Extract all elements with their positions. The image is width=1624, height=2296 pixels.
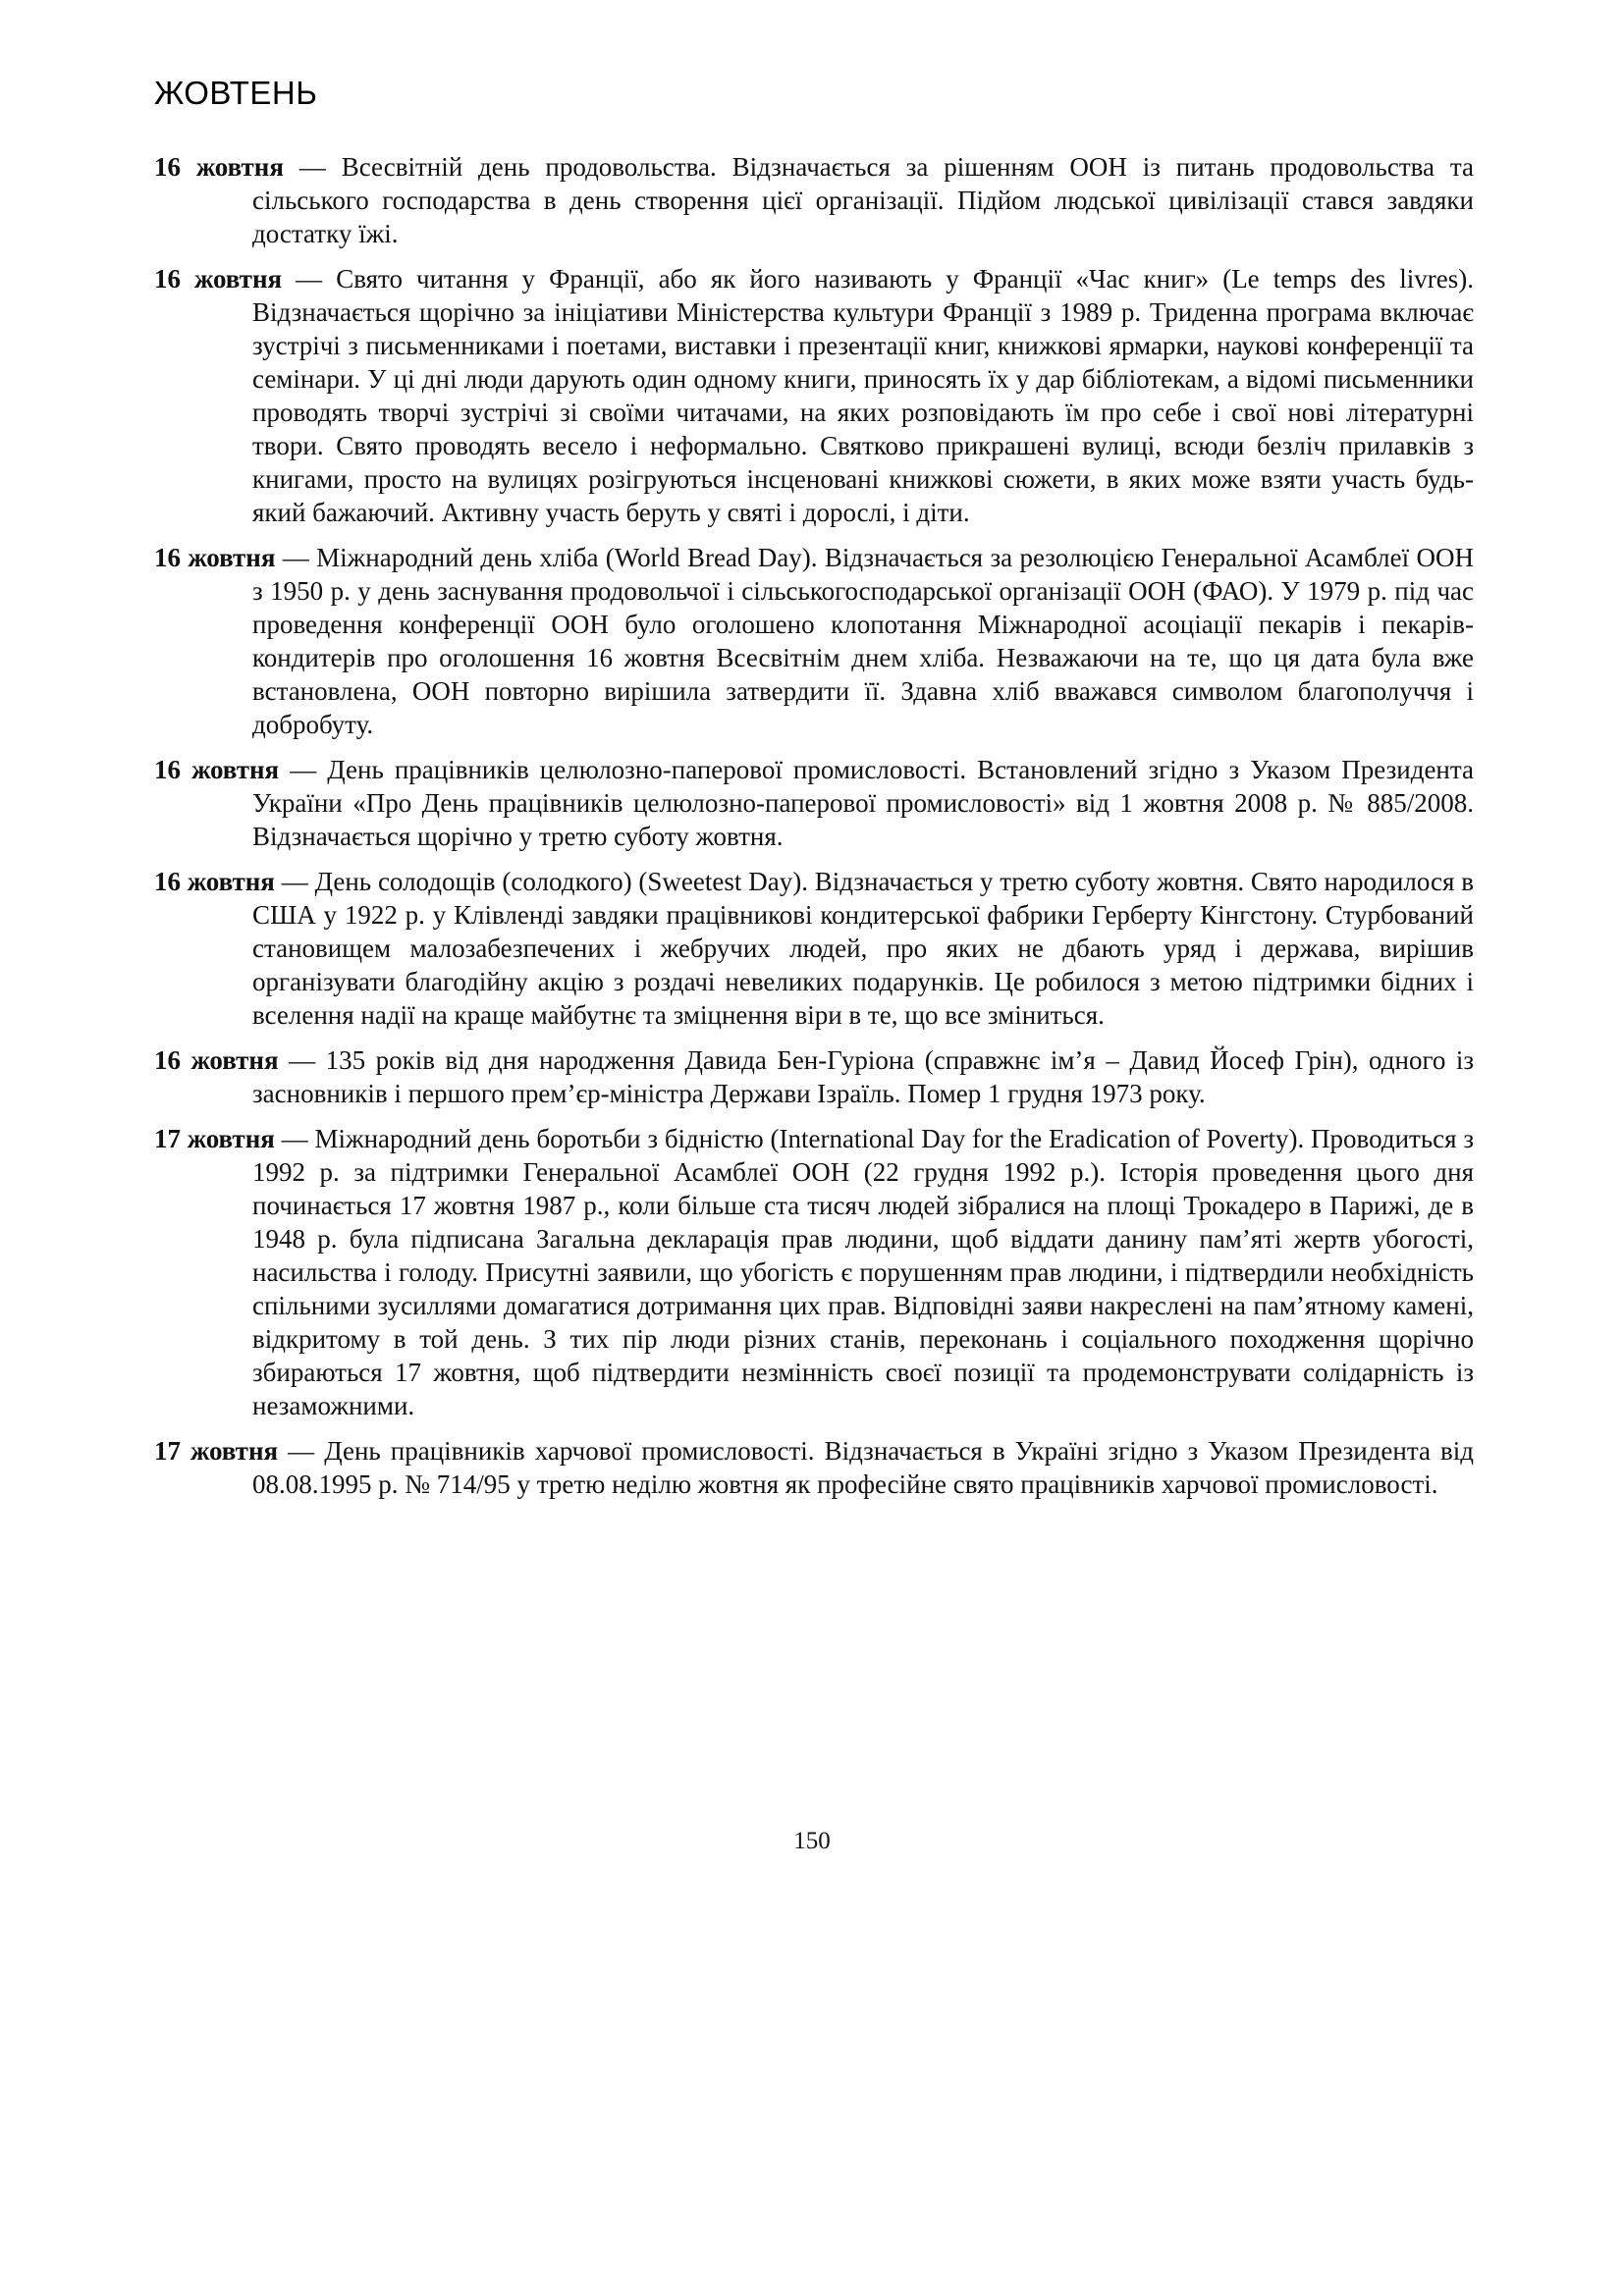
calendar-entry: [154, 753, 1474, 853]
entry-date: 16 жовтня: [154, 543, 276, 572]
entry-text: Всесвітній день продовольства. Відзначається за рішенням ООН із питань продовольства та сільського господарства в день створення цієї організації. Підйом людської цивілізації стався завдяки достатку їжі.: [252, 152, 1474, 248]
entry-date: 16 жовтня: [154, 264, 283, 294]
calendar-entry: [154, 150, 1474, 250]
entry-text: Свято читання у Франції, або як його називають у Франції «Час книг» (Le temps des livres). Відзначається щорічно за ініціативи Міністерства культури Франції з 1989 р. Триденна програма включає зустрічі з письменниками і поетами, виставки і презентації книг, книжкові ярмарки, наукові конференції та семінари. У ці дні люди дарують один одному книги, приносять їх у дар бібліотекам, а відомі письменники проводять творчі зустрічі зі своїми читачами, на яких розповідають їм про себе і свої нові літературні твори. Свято проводять весело і неформально. Святково прикрашені вулиці, всюди безліч прилавків з книгами, просто на вулицях розігруються інсценовані книжкові сюжети, в яких може взяти участь будь-який бажаючий. Активну участь беруть у святі і дорослі, і діти.: [252, 264, 1475, 527]
entry-text: 135 років від дня народження Давида Бен-Гуріона (справжнє ім’я – Давид Йосеф Грін), одного із засновників і першого прем’єр-міністра Держави Ізраїль. Помер 1 грудня 1973 року.: [252, 1045, 1475, 1108]
calendar-entry: [154, 1043, 1474, 1110]
calendar-entry: [154, 541, 1474, 741]
calendar-entries: [154, 150, 1474, 1513]
calendar-entry: [154, 1122, 1474, 1422]
entry-date: 16 жовтня: [154, 867, 275, 896]
calendar-entry: [154, 1434, 1474, 1501]
entry-text: День солодощів (солодкого) (Sweetest Day). Відзначається у третю суботу жовтня. Свято народилося в США у 1922 р. у Клівленді завдяки працівникові кондитерської фабрики Герберту Кінгстону. Стурбований становищем малозабезпечених і жебручих людей, про яких не дбають уряд і держава, вирішив організувати благодійну акцію з роздачі невеликих подарунків. Це робилося з метою підтримки бідних і вселення надії на краще майбутнє та зміцнення віри в те, що все зміниться.: [252, 867, 1474, 1030]
entry-dash: —: [279, 755, 328, 784]
entry-dash: —: [275, 543, 317, 572]
page-number: 150: [793, 1828, 831, 1854]
entry-dash: —: [282, 264, 337, 294]
entry-date: 17 жовтня: [154, 1124, 275, 1153]
entry-text: Міжнародний день боротьби з бідністю (International Day for the Eradication of Poverty). Проводиться з 1992 р. за підтримки Генеральної Асамблеї ООН (22 грудня 1992 р.). Історія проведення цього дня починається 17 жовтня 1987 р., коли більше ста тисяч людей зібралися на площі Трокадеро в Парижі, де в 1948 р. була підписана Загальна декларація прав людини, щоб віддати данину пам’яті жертв убогості, насильства і голоду. Присутні заявили, що убогість є порушенням прав людини, і підтвердили необхідність спільними зусиллями домагатися дотримання цих прав. Відповідні заяви накреслені на пам’ятному камені, відкритому в той день. З тих пір люди різних станів, переконань і соціального походження щорічно збираються 17 жовтня, щоб підтвердити незмінність своєї позиції та продемонструвати солідарність із незаможними.: [252, 1124, 1474, 1420]
entry-text: Міжнародний день хліба (World Bread Day). Відзначається за резолюцією Генеральної Асамблеї ООН з 1950 р. у день заснування продовольчої і сільськогосподарської організації ООН (ФАО). У 1979 р. під час проведення конференції ООН було оголошено клопотання Міжнародної асоціації пекарів і пекарів-кондитерів про оголошення 16 жовтня Всесвітнім днем хліба. Незважаючи на те, що ця дата була вже встановлена, ООН повторно вирішила затвердити її. Здавна хліб вважався символом благополуччя і добробуту.: [252, 543, 1474, 739]
entry-dash: —: [278, 1045, 326, 1075]
entry-date: 16 жовтня: [154, 755, 280, 784]
entry-dash: —: [283, 152, 342, 182]
entry-date: 17 жовтня: [154, 1436, 279, 1466]
entry-dash: —: [274, 1124, 315, 1153]
calendar-entry: [154, 262, 1474, 529]
entry-text: День працівників харчової промисловості. Відзначається в Україні згідно з Указом Президента від 08.08.1995 р. № 714/95 у третю неділю жовтня як професійне свято працівників харчової промисловості.: [252, 1436, 1475, 1499]
entry-date: 16 жовтня: [154, 152, 284, 182]
page-title: ЖОВТЕНЬ: [154, 75, 318, 111]
entry-dash: —: [274, 867, 315, 896]
entry-date: 16 жовтня: [154, 1045, 279, 1075]
entry-text: День працівників целюлозно-паперової промисловості. Встановлений згідно з Указом Президента України «Про День працівників целюлозно-паперової промисловості» від 1 жовтня 2008 р. № 885/2008. Відзначається щорічно у третю суботу жовтня.: [252, 755, 1474, 851]
entry-dash: —: [278, 1436, 325, 1466]
calendar-entry: [154, 865, 1474, 1032]
